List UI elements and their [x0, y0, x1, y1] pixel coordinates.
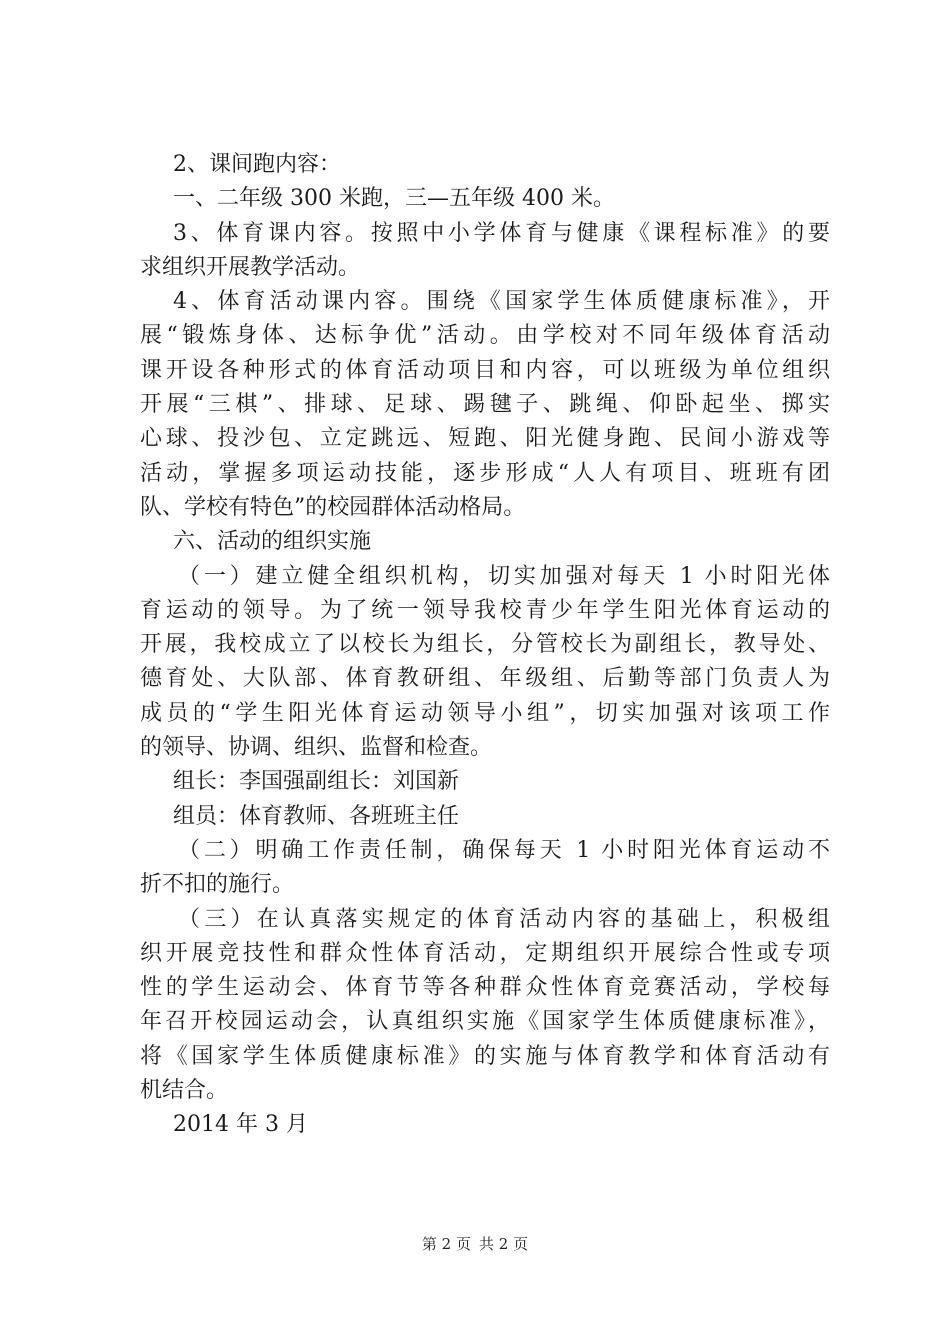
text-line: 求组织开展教学活动。	[140, 254, 361, 280]
section-heading: 六、活动的组织实施	[173, 529, 372, 555]
text-line: 4、体育活动课内容。围绕《国家学生体质健康标准》，开	[173, 289, 830, 315]
text-line: 一、二年级 300 米跑，三—五年级 400 米。	[173, 186, 615, 212]
text-line: 折不扣的施行。	[140, 872, 295, 898]
text-line: （二）明确工作责任制，确保每天 1 小时阳光体育运动不	[178, 837, 830, 863]
text-line: 3、体育课内容。按照中小学体育与健康《课程标准》的要	[173, 220, 830, 246]
text-line: 将《国家学生体质健康标准》的实施与体育教学和体育活动有	[140, 1043, 830, 1069]
date-line: 2014 年 3 月	[173, 1112, 308, 1138]
text-line: 心球、投沙包、立定跳远、短跑、阳光健身跑、民间小游戏等	[140, 426, 830, 452]
page-number: 第 2 页	[421, 1235, 471, 1253]
text-line: 队、学校有特色”的校园群体活动格局。	[140, 494, 526, 520]
text-line: 育运动的领导。为了统一领导我校青少年学生阳光体育运动的	[140, 597, 830, 623]
text-line: 开展，我校成立了以校长为组长，分管校长为副组长，教导处、	[140, 632, 830, 658]
text-line: 展“锻炼身体、达标争优”活动。由学校对不同年级体育活动	[140, 323, 830, 349]
text-line: 成员的“学生阳光体育运动领导小组”，切实加强对该项工作	[140, 700, 830, 726]
text-line: 性的学生运动会、体育节等各种群众性体育竞赛活动，学校每	[140, 975, 830, 1001]
text-line: 的领导、协调、组织、监督和检查。	[140, 735, 493, 761]
text-line: （三）在认真落实规定的体育活动内容的基础上，积极组	[178, 906, 830, 932]
text-line: 组长：李国强副组长：刘国新	[173, 769, 460, 795]
page-total: 共 2 页	[479, 1235, 529, 1253]
document-body	[140, 148, 830, 1143]
text-line: 开展“三棋”、排球、足球、踢毽子、跳绳、仰卧起坐、掷实	[140, 392, 830, 418]
text-line: 2、课间跑内容：	[173, 152, 341, 177]
text-line: 组员：体育教师、各班班主任	[173, 803, 460, 829]
text-line: 活动，掌握多项运动技能，逐步形成“人人有项目、班班有团	[140, 460, 830, 486]
text-line: 机结合。	[140, 1078, 229, 1104]
text-line: 年召开校园运动会，认真组织实施《国家学生体质健康标准》，	[140, 1009, 830, 1035]
text-line: 德育处、大队部、体育教研组、年级组、后勤等部门负责人为	[140, 666, 830, 692]
text-line: 织开展竞技性和群众性体育活动，定期组织开展综合性或专项	[140, 940, 830, 966]
text-line: 课开设各种形式的体育活动项目和内容，可以班级为单位组织	[140, 357, 830, 383]
text-line: （一）建立健全组织机构，切实加强对每天 1 小时阳光体	[178, 563, 830, 589]
page-footer	[0, 1232, 950, 1256]
